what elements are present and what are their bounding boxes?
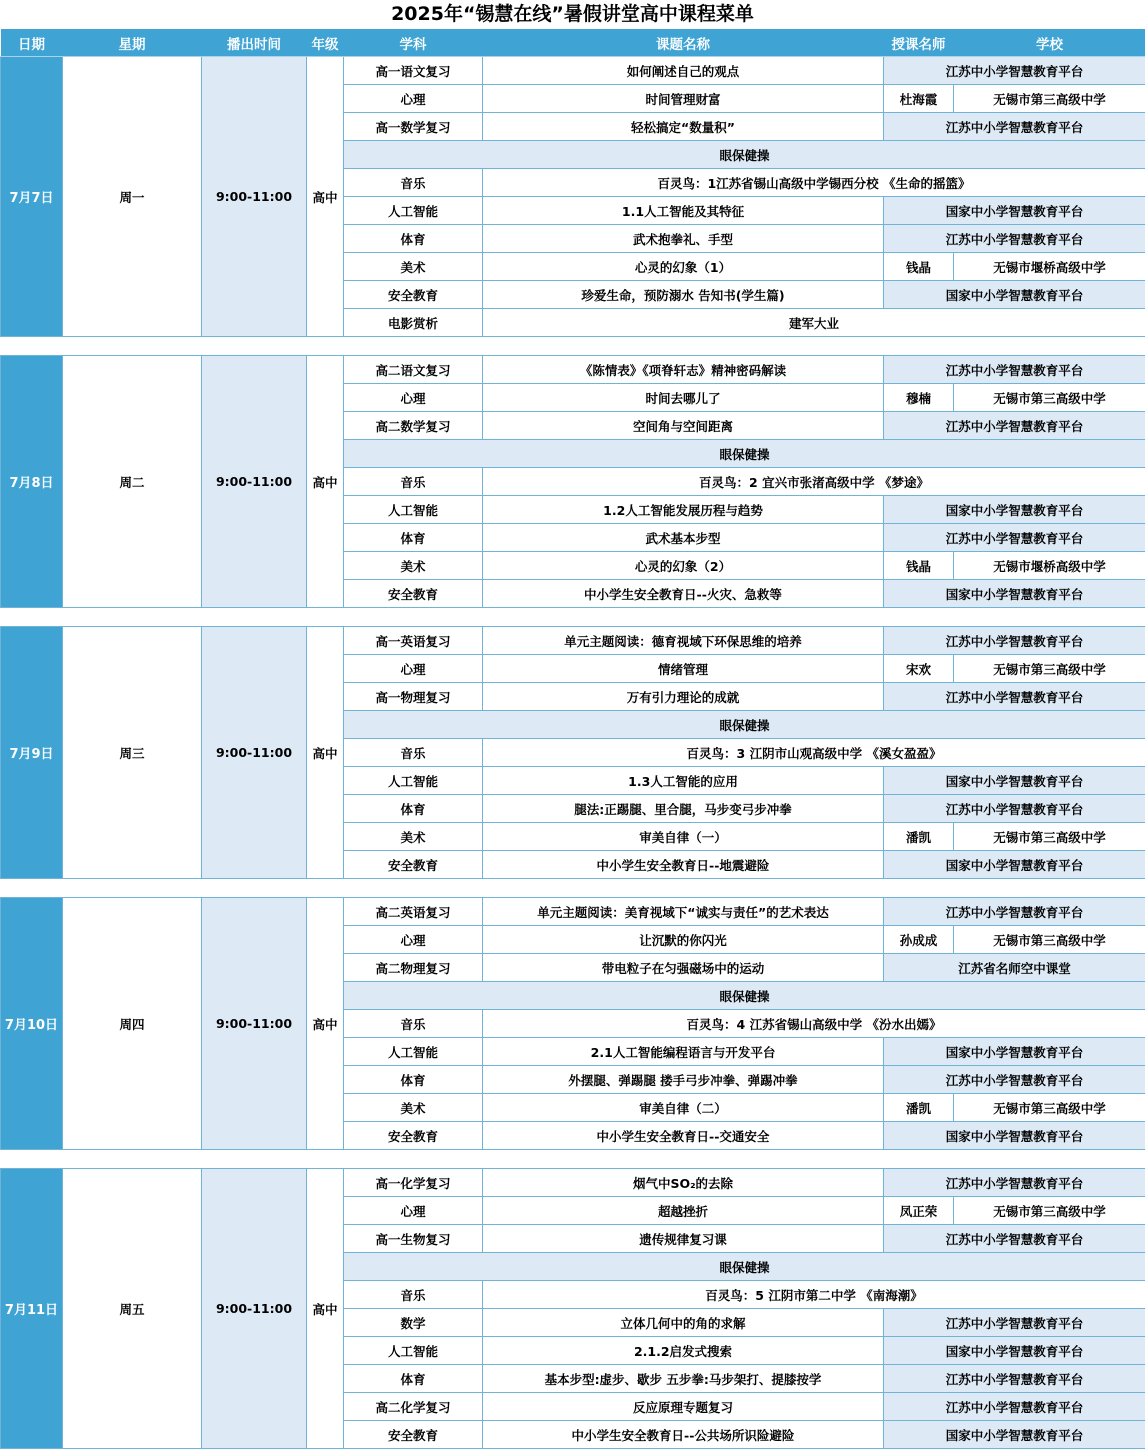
subject-cell: 体育 — [344, 225, 483, 253]
source-cell: 江苏中小学智慧教育平台 — [884, 524, 1145, 552]
subject-cell: 安全教育 — [344, 281, 483, 309]
school-cell: 无锡市堰桥高级中学 — [954, 552, 1145, 580]
subject-cell: 心理 — [344, 655, 483, 683]
topic-cell: 反应原理专题复习 — [483, 1393, 884, 1421]
source-cell: 国家中小学智慧教育平台 — [884, 1122, 1145, 1150]
topic-cell: 1.3人工智能的应用 — [483, 767, 884, 795]
subject-cell: 体育 — [344, 795, 483, 823]
source-cell: 江苏中小学智慧教育平台 — [884, 627, 1145, 655]
source-cell: 江苏中小学智慧教育平台 — [884, 1225, 1145, 1253]
topic-cell: 百灵鸟：4 江苏省锡山高级中学 《汾水出嫣》 — [483, 1010, 1145, 1038]
topic-cell: 建军大业 — [483, 309, 1145, 337]
eye-exercise-cell: 眼保健操 — [344, 711, 1145, 739]
topic-cell: 万有引力理论的成就 — [483, 683, 884, 711]
eye-exercise-cell: 眼保健操 — [344, 982, 1145, 1010]
subject-cell: 安全教育 — [344, 851, 483, 879]
table-row — [1, 356, 1145, 384]
source-cell: 江苏中小学智慧教育平台 — [884, 225, 1145, 253]
table-row — [1, 57, 1145, 85]
topic-cell: 珍爱生命，预防溺水 告知书(学生篇) — [483, 281, 884, 309]
teacher-cell: 凤正荣 — [884, 1197, 954, 1225]
topic-cell: 心灵的幻象（1） — [483, 253, 884, 281]
topic-cell: 百灵鸟：2 宜兴市张渚高级中学 《梦途》 — [483, 468, 1145, 496]
date-cell: 7月11日 — [1, 1169, 63, 1449]
topic-cell: 中小学生安全教育日--交通安全 — [483, 1122, 884, 1150]
source-cell: 江苏中小学智慧教育平台 — [884, 683, 1145, 711]
header-subject: 学科 — [344, 29, 483, 57]
subject-cell: 人工智能 — [344, 496, 483, 524]
source-cell: 江苏中小学智慧教育平台 — [884, 898, 1145, 926]
header-row — [1, 29, 1145, 57]
weekday-cell: 周一 — [63, 57, 202, 337]
subject-cell: 音乐 — [344, 1010, 483, 1038]
source-cell: 江苏中小学智慧教育平台 — [884, 356, 1145, 384]
subject-cell: 数学 — [344, 1309, 483, 1337]
source-cell: 国家中小学智慧教育平台 — [884, 496, 1145, 524]
grade-cell: 高中 — [307, 898, 344, 1150]
day-separator — [1, 879, 1145, 898]
topic-cell: 时间管理财富 — [483, 85, 884, 113]
school-cell: 无锡市第三高级中学 — [954, 926, 1145, 954]
school-cell: 无锡市第三高级中学 — [954, 1197, 1145, 1225]
weekday-cell: 周四 — [63, 898, 202, 1150]
header-date: 日期 — [1, 29, 63, 57]
separator-cell — [1, 879, 1145, 898]
topic-cell: 百灵鸟：3 江阴市山观高级中学 《溪女盈盈》 — [483, 739, 1145, 767]
topic-cell: 武术抱拳礼、手型 — [483, 225, 884, 253]
day-separator — [1, 608, 1145, 627]
teacher-cell: 宋欢 — [884, 655, 954, 683]
grade-cell: 高中 — [307, 1169, 344, 1449]
date-cell: 7月8日 — [1, 356, 63, 608]
subject-cell: 美术 — [344, 552, 483, 580]
subject-cell: 高二化学复习 — [344, 1393, 483, 1421]
subject-cell: 安全教育 — [344, 580, 483, 608]
header-school: 学校 — [954, 29, 1145, 57]
subject-cell: 心理 — [344, 1197, 483, 1225]
topic-cell: 外摆腿、弹踢腿 搂手弓步冲拳、弹踢冲拳 — [483, 1066, 884, 1094]
header-grade: 年级 — [307, 29, 344, 57]
page-title: 2025年“锡慧在线”暑假讲堂高中课程菜单 — [391, 3, 754, 25]
weekday-cell: 周二 — [63, 356, 202, 608]
subject-cell: 人工智能 — [344, 1038, 483, 1066]
subject-cell: 电影赏析 — [344, 309, 483, 337]
topic-cell: 武术基本步型 — [483, 524, 884, 552]
subject-cell: 高二数学复习 — [344, 412, 483, 440]
subject-cell: 美术 — [344, 1094, 483, 1122]
source-cell: 国家中小学智慧教育平台 — [884, 1337, 1145, 1365]
topic-cell: 百灵鸟：5 江阴市第二中学 《南海潮》 — [483, 1281, 1145, 1309]
subject-cell: 人工智能 — [344, 767, 483, 795]
topic-cell: 审美自律（二） — [483, 1094, 884, 1122]
date-cell: 7月9日 — [1, 627, 63, 879]
table-row — [1, 898, 1145, 926]
header-topic: 课题名称 — [483, 29, 884, 57]
teacher-cell: 钱晶 — [884, 552, 954, 580]
source-cell: 国家中小学智慧教育平台 — [884, 851, 1145, 879]
day-separator — [1, 1150, 1145, 1169]
subject-cell: 音乐 — [344, 169, 483, 197]
separator-cell — [1, 337, 1145, 356]
topic-cell: 单元主题阅读：美育视域下“诚实与责任”的艺术表达 — [483, 898, 884, 926]
subject-cell: 体育 — [344, 1066, 483, 1094]
subject-cell: 高二物理复习 — [344, 954, 483, 982]
subject-cell: 高一物理复习 — [344, 683, 483, 711]
schedule-body — [1, 57, 1145, 1449]
topic-cell: 审美自律（一） — [483, 823, 884, 851]
subject-cell: 高一英语复习 — [344, 627, 483, 655]
topic-cell: 单元主题阅读：德育视域下环保思维的培养 — [483, 627, 884, 655]
topic-cell: 2.1人工智能编程语言与开发平台 — [483, 1038, 884, 1066]
source-cell: 江苏中小学智慧教育平台 — [884, 412, 1145, 440]
schedule-table — [0, 29, 1145, 1449]
grade-cell: 高中 — [307, 356, 344, 608]
source-cell: 江苏中小学智慧教育平台 — [884, 1365, 1145, 1393]
topic-cell: 时间去哪儿了 — [483, 384, 884, 412]
school-cell: 无锡市第三高级中学 — [954, 823, 1145, 851]
topic-cell: 百灵鸟：1江苏省锡山高级中学锡西分校 《生命的摇篮》 — [483, 169, 1145, 197]
time-cell: 9:00-11:00 — [202, 627, 307, 879]
source-cell: 江苏中小学智慧教育平台 — [884, 57, 1145, 85]
eye-exercise-cell: 眼保健操 — [344, 1253, 1145, 1281]
subject-cell: 心理 — [344, 926, 483, 954]
table-row — [1, 627, 1145, 655]
subject-cell: 安全教育 — [344, 1421, 483, 1449]
topic-cell: 《陈情表》《项脊轩志》精神密码解读 — [483, 356, 884, 384]
time-cell: 9:00-11:00 — [202, 1169, 307, 1449]
subject-cell: 安全教育 — [344, 1122, 483, 1150]
source-cell: 国家中小学智慧教育平台 — [884, 1421, 1145, 1449]
time-cell: 9:00-11:00 — [202, 898, 307, 1150]
topic-cell: 烟气中SO₂的去除 — [483, 1169, 884, 1197]
source-cell: 江苏中小学智慧教育平台 — [884, 113, 1145, 141]
subject-cell: 音乐 — [344, 468, 483, 496]
school-cell: 无锡市第三高级中学 — [954, 655, 1145, 683]
topic-cell: 基本步型:虚步、歇步 五步拳:马步架打、提膝按学 — [483, 1365, 884, 1393]
teacher-cell: 潘凯 — [884, 1094, 954, 1122]
teacher-cell: 孙成成 — [884, 926, 954, 954]
topic-cell: 轻松搞定“数量积” — [483, 113, 884, 141]
weekday-cell: 周五 — [63, 1169, 202, 1449]
source-cell: 江苏中小学智慧教育平台 — [884, 1393, 1145, 1421]
topic-cell: 让沉默的你闪光 — [483, 926, 884, 954]
source-cell: 江苏中小学智慧教育平台 — [884, 1309, 1145, 1337]
header-time: 播出时间 — [202, 29, 307, 57]
topic-cell: 带电粒子在匀强磁场中的运动 — [483, 954, 884, 982]
source-cell: 江苏省名师空中课堂 — [884, 954, 1145, 982]
time-cell: 9:00-11:00 — [202, 57, 307, 337]
school-cell: 无锡市第三高级中学 — [954, 1094, 1145, 1122]
subject-cell: 高二英语复习 — [344, 898, 483, 926]
eye-exercise-cell: 眼保健操 — [344, 141, 1145, 169]
school-cell: 无锡市第三高级中学 — [954, 85, 1145, 113]
subject-cell: 高一生物复习 — [344, 1225, 483, 1253]
source-cell: 国家中小学智慧教育平台 — [884, 767, 1145, 795]
topic-cell: 情绪管理 — [483, 655, 884, 683]
subject-cell: 人工智能 — [344, 1337, 483, 1365]
topic-cell: 心灵的幻象（2） — [483, 552, 884, 580]
table-row — [1, 1169, 1145, 1197]
school-cell: 无锡市第三高级中学 — [954, 384, 1145, 412]
source-cell: 国家中小学智慧教育平台 — [884, 580, 1145, 608]
subject-cell: 心理 — [344, 85, 483, 113]
topic-cell: 超越挫折 — [483, 1197, 884, 1225]
source-cell: 国家中小学智慧教育平台 — [884, 197, 1145, 225]
source-cell: 江苏中小学智慧教育平台 — [884, 795, 1145, 823]
source-cell: 江苏中小学智慧教育平台 — [884, 1066, 1145, 1094]
separator-cell — [1, 1150, 1145, 1169]
topic-cell: 如何阐述自己的观点 — [483, 57, 884, 85]
teacher-cell: 钱晶 — [884, 253, 954, 281]
topic-cell: 立体几何中的角的求解 — [483, 1309, 884, 1337]
topic-cell: 中小学生安全教育日--地震避险 — [483, 851, 884, 879]
source-cell: 国家中小学智慧教育平台 — [884, 1038, 1145, 1066]
subject-cell: 高一语文复习 — [344, 57, 483, 85]
separator-cell — [1, 608, 1145, 627]
time-cell: 9:00-11:00 — [202, 356, 307, 608]
grade-cell: 高中 — [307, 57, 344, 337]
topic-cell: 空间角与空间距离 — [483, 412, 884, 440]
day-separator — [1, 337, 1145, 356]
header-weekday: 星期 — [63, 29, 202, 57]
subject-cell: 美术 — [344, 253, 483, 281]
subject-cell: 美术 — [344, 823, 483, 851]
topic-cell: 腿法:正踢腿、里合腿，马步变弓步冲拳 — [483, 795, 884, 823]
source-cell: 江苏中小学智慧教育平台 — [884, 1169, 1145, 1197]
topic-cell: 1.2人工智能发展历程与趋势 — [483, 496, 884, 524]
topic-cell: 中小学生安全教育日--火灾、急救等 — [483, 580, 884, 608]
grade-cell: 高中 — [307, 627, 344, 879]
weekday-cell: 周三 — [63, 627, 202, 879]
header-teacher: 授课名师 — [884, 29, 954, 57]
date-cell: 7月10日 — [1, 898, 63, 1150]
date-cell: 7月7日 — [1, 57, 63, 337]
source-cell: 国家中小学智慧教育平台 — [884, 281, 1145, 309]
teacher-cell: 穆楠 — [884, 384, 954, 412]
subject-cell: 高一化学复习 — [344, 1169, 483, 1197]
subject-cell: 人工智能 — [344, 197, 483, 225]
school-cell: 无锡市堰桥高级中学 — [954, 253, 1145, 281]
topic-cell: 2.1.2启发式搜索 — [483, 1337, 884, 1365]
subject-cell: 体育 — [344, 524, 483, 552]
subject-cell: 心理 — [344, 384, 483, 412]
subject-cell: 体育 — [344, 1365, 483, 1393]
subject-cell: 音乐 — [344, 1281, 483, 1309]
subject-cell: 音乐 — [344, 739, 483, 767]
teacher-cell: 潘凯 — [884, 823, 954, 851]
eye-exercise-cell: 眼保健操 — [344, 440, 1145, 468]
topic-cell: 遗传规律复习课 — [483, 1225, 884, 1253]
teacher-cell: 杜海霞 — [884, 85, 954, 113]
subject-cell: 高二语文复习 — [344, 356, 483, 384]
topic-cell: 1.1人工智能及其特征 — [483, 197, 884, 225]
topic-cell: 中小学生安全教育日--公共场所识险避险 — [483, 1421, 884, 1449]
subject-cell: 高一数学复习 — [344, 113, 483, 141]
